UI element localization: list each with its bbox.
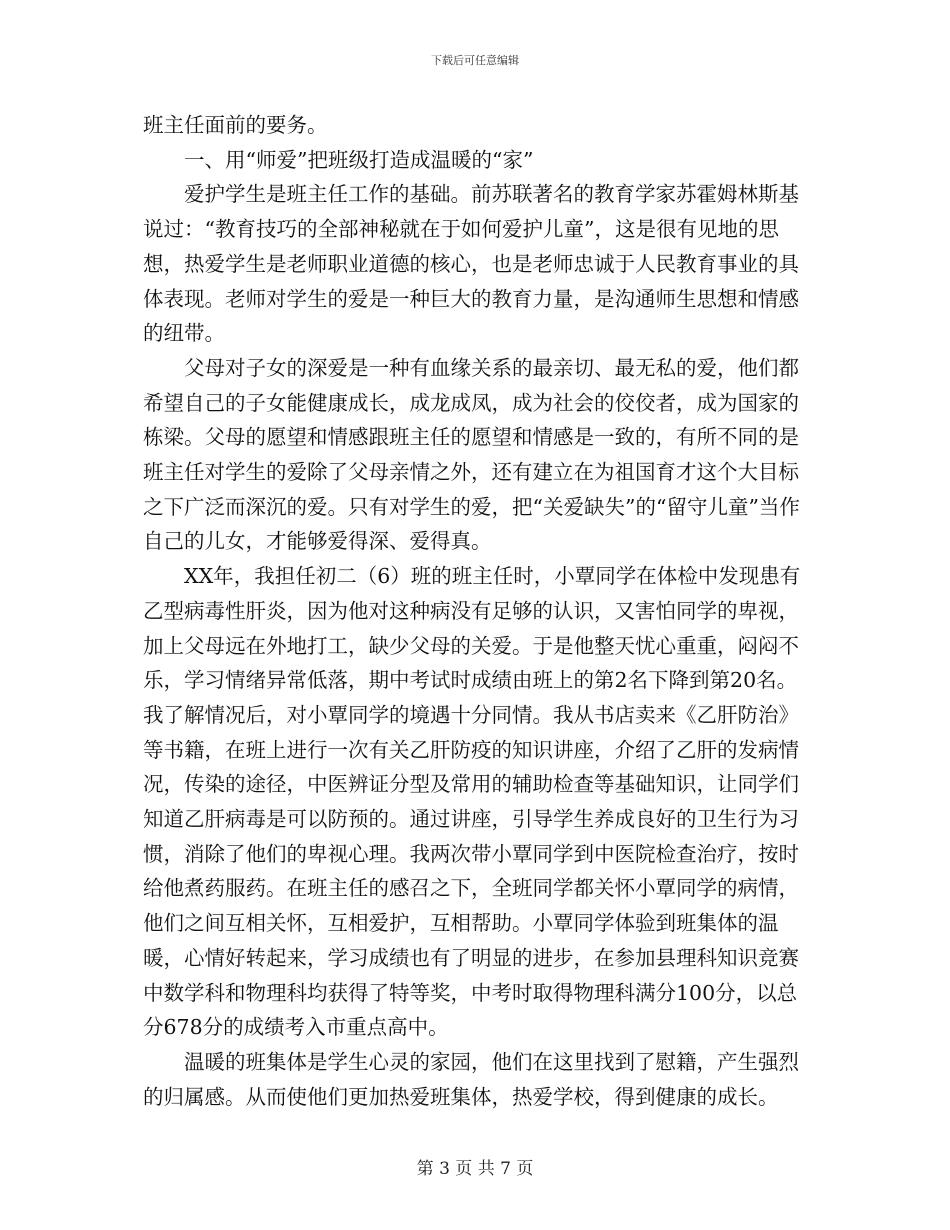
paragraph-continuation: 班主任面前的要务。 — [143, 113, 328, 137]
page-header: 下载后可任意编辑 — [431, 54, 519, 67]
paragraph: XX年，我担任初二（6）班的班主任时，小覃同学在体检中发现患有乙型病毒性肝炎，因为他对这种病没有足够的认识，又害怕同学的卑视，加上父母远在外地打工，缺少父母的关爱。于是他整天忧心重重，闷闷不乐，学习情绪异常低落，期中考试时成绩由班上的第2名下降到第20名。我了解情况后，对小覃同学的境遇十分同情。我从书店卖来《乙肝防治》等书籍，在班上进行一次有关乙肝防疫的知识讲座，介绍了乙肝的发病情况，传染的途径，中医辨证分型及常用的辅助检查等基础知识，让同学们知道乙肝病毒是可以防预的。通过讲座，引导学生养成良好的卫生行为习惯，消除了他们的卑视心理。我两次带小覃同学到中医院检查治疗，按时给他煮药服药。在班主任的感召之下，全班同学都关怀小覃同学的病情，他们之间互相关怀，互相爱护，互相帮助。小覃同学体验到班集体的温暖，心情好转起来，学习成绩也有了明显的进步，在参加县理科知识竞赛中数学科和物理科均获得了特等奖，中考时取得物理科满分100分，以总分678分的成绩考入市重点高中。 — [143, 564, 801, 1040]
page-number: 第 3 页 共 7 页 — [416, 1159, 534, 1179]
paragraph: 爱护学生是班主任工作的基础。前苏联著名的教育学家苏霍姆林斯基说过：“教育技巧的全部神秘就在于如何爱护儿童”，这是很有见地的思想，热爱学生是老师职业道德的核心，也是老师忠诚于人民教育事业的具体表现。老师对学生的爱是一种巨大的教育力量，是沟通师生思想和情感的纽带。 — [143, 182, 799, 346]
section-heading: 一、用“师爱”把班级打造成温暖的“家” — [184, 147, 534, 172]
document-body — [143, 108, 805, 1114]
paragraph: 父母对子女的深爱是一种有血缘关系的最亲切、最无私的爱，他们都希望自己的子女能健康成长，成龙成凤，成为社会的佼佼者，成为国家的栋梁。父母的愿望和情感跟班主任的愿望和情感是一致的，有所不同的是班主任对学生的爱除了父母亲情之外，还有建立在为祖国育才这个大目标之下广泛而深沉的爱。只有对学生的爱，把“关爱缺失”的“留守儿童”当作自己的儿女，才能够爱得深、爱得真。 — [143, 355, 800, 554]
paragraph: 温暖的班集体是学生心灵的家园，他们在这里找到了慰籍，产生强烈的归属感。从而使他们更加热爱班集体，热爱学校，得到健康的成长。 — [143, 1049, 799, 1109]
